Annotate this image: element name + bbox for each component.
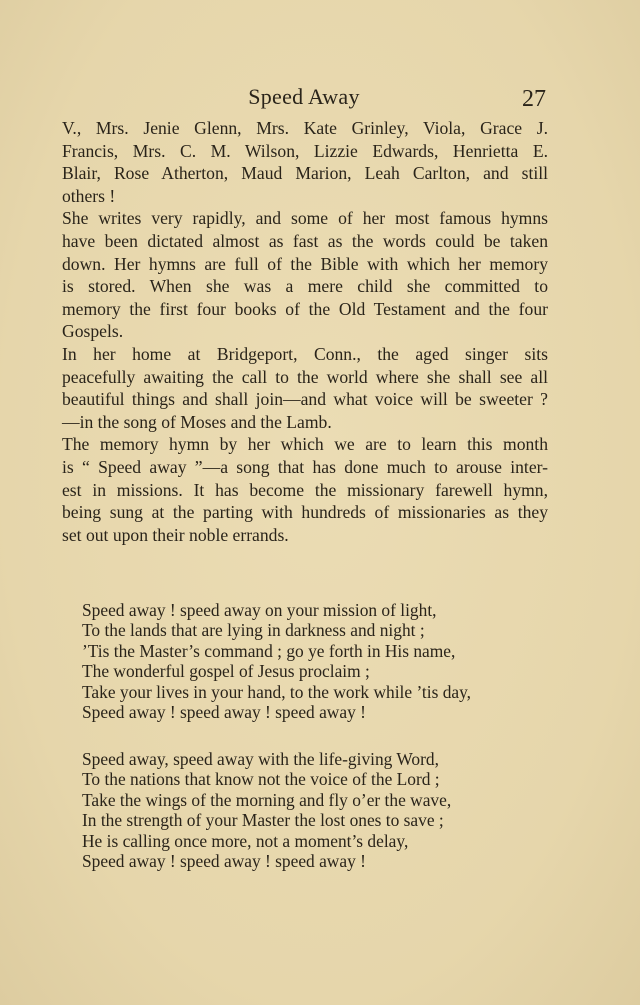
text-line: The memory hymn by her which we are to learn this month xyxy=(62,434,548,455)
verse-line: Speed away ! speed away ! speed away ! xyxy=(82,851,366,872)
verse-line: Speed away ! speed away on your mission of light, xyxy=(82,600,437,620)
verse-line: In the strength of your Master the lost ones to save ; xyxy=(82,810,444,831)
text-line: set out upon their noble errands. xyxy=(62,524,289,545)
verse-line: ’Tis the Master’s command ; go ye forth in His name, xyxy=(82,640,456,661)
text-line: Gospels. xyxy=(62,321,124,342)
verse-line: He is calling once more, not a moment’s delay, xyxy=(82,830,409,851)
text-line: others ! xyxy=(62,185,116,206)
verse-line: To the nations that know not the voice of the Lord ; xyxy=(82,769,440,790)
text-line: down. Her hymns are full of the Bible with which her memory xyxy=(62,253,548,274)
paragraph-names-list xyxy=(62,117,548,207)
text-line: is stored. When she was a mere child she committed to xyxy=(62,276,548,297)
verse-line: To the lands that are lying in darkness and night ; xyxy=(82,620,425,641)
text-line: have been dictated almost as fast as the words could be taken xyxy=(62,230,548,251)
text-line: Francis, Mrs. C. M. Wilson, Lizzie Edwards, Henrietta E. xyxy=(62,140,548,161)
text-line: V., Mrs. Jenie Glenn, Mrs. Kate Grinley, Viola, Grace J. xyxy=(62,118,548,138)
paragraph-memory-hymn xyxy=(62,433,548,546)
text-line: beautiful things and shall join—and what voice will be sweeter ? xyxy=(62,389,548,410)
text-line: —in the song of Moses and the Lamb. xyxy=(62,411,332,432)
verse-line: Take your lives in your hand, to the work while ’tis day, xyxy=(82,681,472,702)
text-line: She writes very rapidly, and some of her most famous hymns xyxy=(62,208,548,229)
verse-line: The wonderful gospel of Jesus proclaim ; xyxy=(82,661,370,682)
hymn-stanza-2 xyxy=(82,749,522,871)
hymn-stanza-1 xyxy=(82,600,522,722)
verse-line: Speed away ! speed away ! speed away ! xyxy=(82,702,366,723)
running-head xyxy=(62,84,546,114)
text-line: is “ Speed away ”—a song that has done much to arouse inter- xyxy=(62,456,548,477)
paragraph-writing-speed xyxy=(62,207,548,343)
paragraph-home xyxy=(62,343,548,433)
text-line: est in missions. It has become the missionary farewell hymn, xyxy=(62,479,548,500)
text-line: being sung at the parting with hundreds of missionaries as they xyxy=(62,502,548,523)
text-line: In her home at Bridgeport, Conn., the aged singer sits xyxy=(62,343,548,364)
text-line: peacefully awaiting the call to the world where she shall see all xyxy=(62,366,548,387)
text-line: memory the first four books of the Old Testament and the four xyxy=(62,298,548,319)
page-title: Speed Away xyxy=(248,84,360,109)
page-number: 27 xyxy=(522,86,546,112)
verse-line: Take the wings of the morning and fly o’er the wave, xyxy=(82,789,452,810)
text-line: Blair, Rose Atherton, Maud Marion, Leah Carlton, and still xyxy=(62,163,548,184)
verse-line: Speed away, speed away with the life-giving Word, xyxy=(82,749,439,769)
body-text xyxy=(62,117,548,546)
